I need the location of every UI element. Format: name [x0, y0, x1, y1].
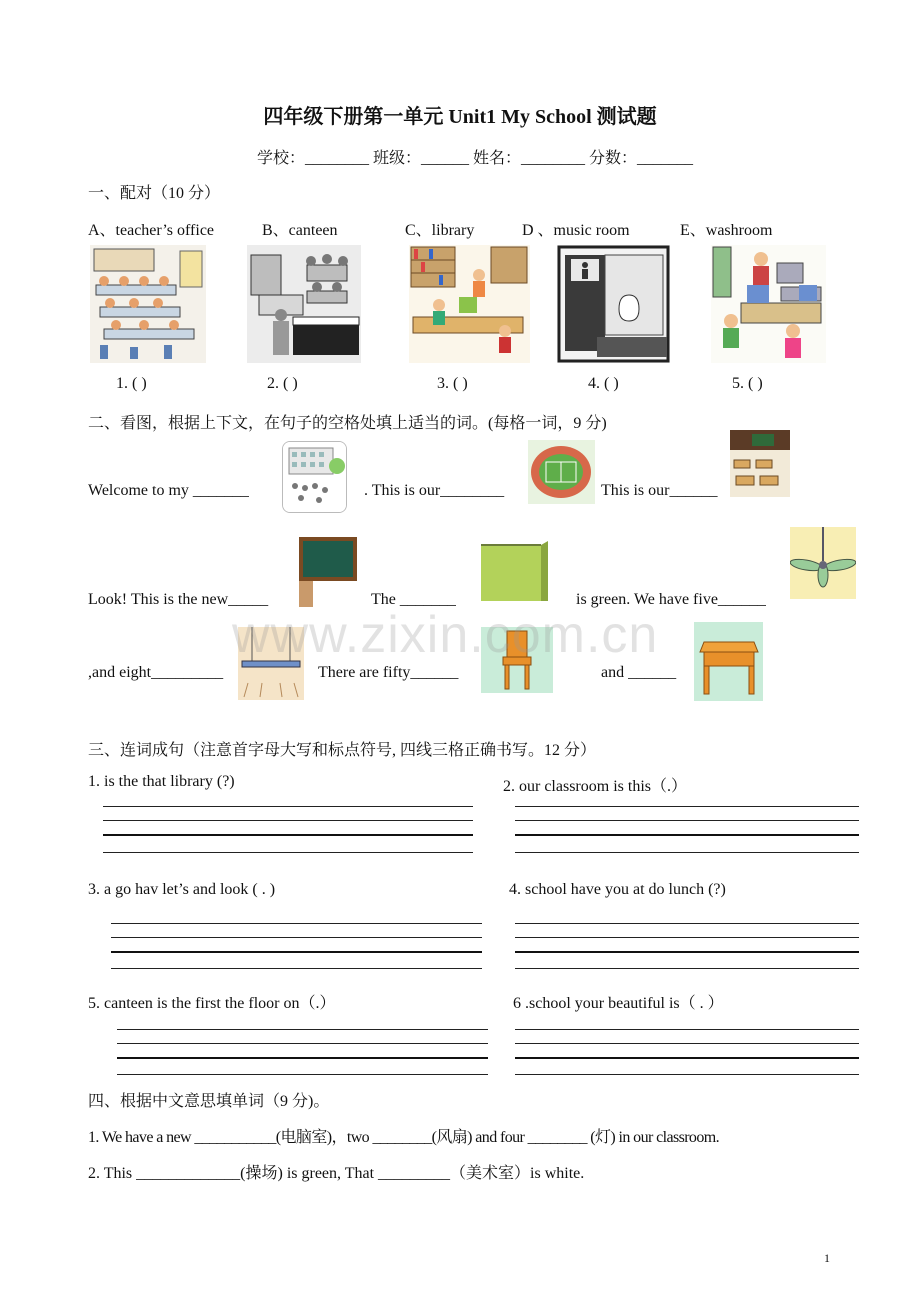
- s2-row3-text1[interactable]: ,and eight_________: [88, 664, 224, 681]
- student-info-line: 学校：________ 班级：______ 姓名：________ 分数：_______: [257, 150, 694, 167]
- s2-row2-text1[interactable]: Look! This is the new_____: [88, 591, 269, 608]
- s2-row3-text3[interactable]: and ______: [601, 664, 677, 681]
- sentence-item-3: 3. a go hav let’s and look ( . ): [88, 881, 276, 898]
- watermark: www.zixin.com.cn: [232, 606, 659, 664]
- section1-heading: 一、配对（10 分）: [88, 185, 221, 202]
- washroom-picture: [557, 245, 670, 363]
- option-d: D 、music room: [522, 222, 630, 239]
- s2-row3-text2[interactable]: There are fifty______: [318, 664, 459, 681]
- playground-picture: [528, 440, 595, 504]
- s2-row2-text3[interactable]: is green. We have five______: [576, 591, 766, 608]
- option-e: E、washroom: [680, 222, 773, 239]
- sentence-item-2: 2. our classroom is this（.）: [503, 778, 687, 795]
- canteen-picture: [90, 245, 206, 363]
- match-blank-4[interactable]: 4. ( ): [588, 375, 619, 392]
- sentence-item-4: 4. school have you at do lunch (?): [509, 881, 726, 898]
- s2-row1-text3[interactable]: This is our______: [601, 482, 718, 499]
- school-building-picture: [282, 441, 347, 513]
- sentence-item-6: 6 .school your beautiful is（ . ）: [513, 995, 724, 1012]
- page-title: 四年级下册第一单元 Unit1 My School 测试题: [263, 106, 657, 128]
- fill-line-2[interactable]: 2. This _____________(操场) is green, That _________（美术室）is white.: [88, 1165, 585, 1182]
- classroom-picture: [730, 430, 790, 497]
- blackboard-picture: [297, 533, 359, 607]
- match-blank-2[interactable]: 2. ( ): [267, 375, 298, 392]
- match-blank-1[interactable]: 1. ( ): [116, 375, 147, 392]
- option-a: A、teacher’s office: [88, 222, 215, 239]
- sentence-item-5: 5. canteen is the first the floor on（.）: [88, 995, 336, 1012]
- option-c: C、library: [405, 222, 475, 239]
- option-b: B、canteen: [262, 222, 338, 239]
- s2-row1-text2[interactable]: . This is our________: [364, 482, 505, 499]
- desk-picture: [694, 622, 763, 701]
- match-blank-5[interactable]: 5. ( ): [732, 375, 763, 392]
- teachers-office-picture: [711, 245, 826, 363]
- library-picture: [409, 245, 530, 363]
- section3-heading: 三、连词成句（注意首字母大写和标点符号, 四线三格正确书写。12 分）: [88, 742, 597, 759]
- fill-line-1[interactable]: 1. We have a new ___________(电脑室)，two ________(风扇) and four ________ (灯) in our classroom.: [88, 1129, 719, 1146]
- sentence-item-1: 1. is the that library (?): [88, 773, 235, 790]
- music-room-picture: [247, 245, 361, 363]
- s2-row1-text1[interactable]: Welcome to my _______: [88, 482, 249, 499]
- section4-heading: 四、根据中文意思填单词（9 分)。: [88, 1093, 330, 1110]
- page-number: 1: [824, 1251, 830, 1265]
- match-blank-3[interactable]: 3. ( ): [437, 375, 468, 392]
- wall-picture: [481, 527, 548, 601]
- section2-heading: 二、看图，根据上下文，在句子的空格处填上适当的词。(每格一词，9 分): [88, 415, 607, 432]
- fan-picture: [790, 527, 856, 599]
- s2-row2-text2[interactable]: The _______: [371, 591, 456, 608]
